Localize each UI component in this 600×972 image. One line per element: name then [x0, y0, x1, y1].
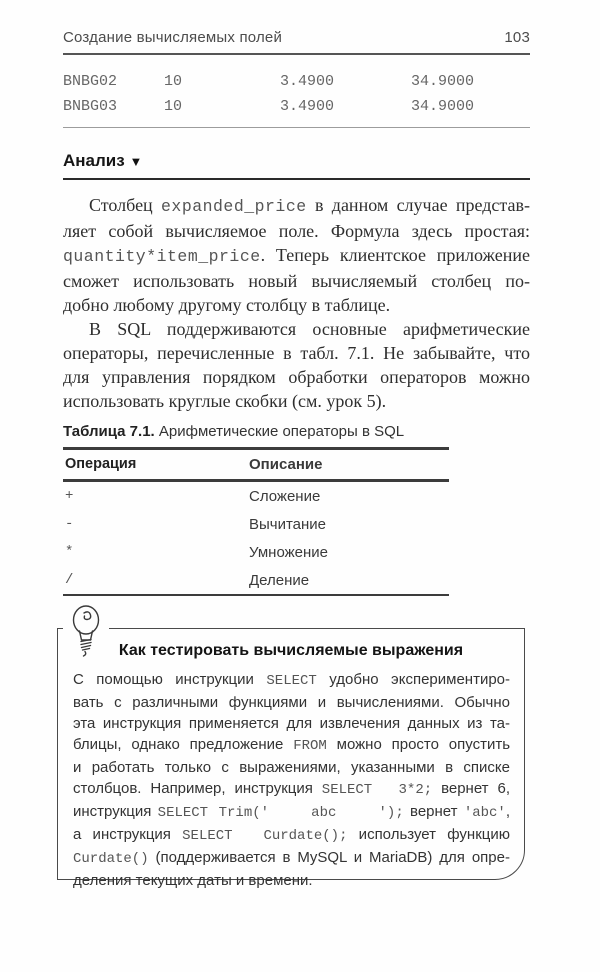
analysis-heading [63, 150, 530, 180]
column-header-description: Описание [249, 456, 323, 473]
text-line: блицы, однако предложение FROM можно просто опустить [73, 736, 511, 754]
text-line: столбцов. Например, инструкция SELECT 3*2; вернет 6, [73, 780, 510, 798]
operators-table-body [63, 482, 449, 594]
column-header-operation: Операция [65, 456, 137, 472]
description-cell: Деление [249, 571, 310, 589]
inline-code: expanded_price [161, 197, 307, 216]
table-caption-label: Таблица 7.1. [63, 423, 155, 440]
text-line: использовать круглые скобки (см. урок 5). [63, 391, 387, 411]
output-cell: 3.4900 [280, 73, 335, 90]
description-cell: Сложение [249, 487, 321, 505]
text-line: добно любому другому столбцу в таблице. [63, 295, 391, 315]
inline-code: SELECT Trim(' abc '); [157, 805, 404, 821]
text-line: ляет собой вычисляемое поле. Формула здесь простая: [63, 221, 530, 241]
output-cell: BNBG02 [63, 73, 118, 90]
inline-code: 'abc' [463, 805, 506, 821]
operators-table [63, 447, 449, 596]
text-line: а инструкция SELECT Curdate(); использует функцию [73, 826, 510, 844]
table-row [63, 566, 449, 594]
output-row [63, 69, 530, 94]
inline-code: SELECT 3*2; [321, 782, 433, 798]
output-cell: 34.9000 [411, 98, 475, 115]
lightbulb-icon [63, 603, 109, 663]
text-line: сможет использовать новый вычисляемый столбец по- [63, 271, 530, 291]
analysis-heading-label: Анализ [63, 151, 125, 170]
text-line: эта инструкция применяется для извлечения данных из та- [73, 715, 510, 732]
text-line: С помощью инструкции SELECT удобно экспериментиро- [73, 671, 510, 689]
operator-cell: * [65, 544, 74, 560]
running-head [63, 0, 530, 55]
description-cell: Умножение [249, 543, 329, 561]
query-output [63, 69, 530, 128]
operator-cell: + [65, 488, 74, 504]
inline-code: FROM [293, 738, 327, 754]
inline-code: SELECT [266, 673, 317, 689]
text-line: Столбец expanded_price в данном случае представ- [89, 195, 530, 216]
analysis-paragraph-2 [63, 317, 530, 413]
operators-table-header [63, 450, 449, 482]
triangle-down-icon: ▼ [129, 154, 143, 169]
table-caption [63, 422, 530, 442]
text-line: и работать только с выражениями, указанными в списке [73, 759, 510, 776]
tip-body [73, 669, 510, 891]
table-row [63, 538, 449, 566]
description-cell: Вычитание [249, 515, 327, 533]
tip-box [57, 628, 525, 889]
text-line: вать с различными функциями и вычислениями. Обычно [73, 694, 510, 711]
table-row [63, 510, 449, 538]
operator-cell: - [65, 516, 74, 532]
text-line: операторы, перечисленные в табл. 7.1. Не забывайте, что [63, 343, 530, 363]
text-line: quantity*item_price. Теперь клиентское приложение [63, 245, 530, 266]
text-line: деления текущих даты и времени. [73, 872, 313, 889]
text-line: Curdate() (поддерживается в MySQL и MariaDB) для опре- [73, 849, 510, 867]
inline-code: quantity*item_price [63, 247, 261, 266]
text-line: для управления порядком обработки операторов можно [63, 367, 530, 387]
text-line: инструкция SELECT Trim(' abc '); вернет 'abc', [73, 803, 510, 821]
text-line: В SQL поддерживаются основные арифметические [89, 319, 530, 339]
table-row [63, 482, 449, 510]
table-caption-text: Арифметические операторы в SQL [154, 423, 405, 440]
analysis-paragraph-1 [63, 193, 530, 317]
output-cell: 34.9000 [411, 73, 475, 90]
operator-cell: / [65, 572, 74, 588]
output-cell: 3.4900 [280, 98, 335, 115]
inline-code: SELECT Curdate(); [182, 828, 348, 844]
tip-title: Как тестировать вычисляемые выражения [118, 642, 464, 659]
inline-code: Curdate() [73, 851, 149, 867]
output-cell: 10 [164, 73, 183, 90]
output-cell: 10 [164, 98, 183, 115]
output-row [63, 94, 530, 119]
page-number: 103 [504, 29, 530, 46]
output-cell: BNBG03 [63, 98, 118, 115]
chapter-title: Создание вычисляемых полей [63, 29, 283, 46]
